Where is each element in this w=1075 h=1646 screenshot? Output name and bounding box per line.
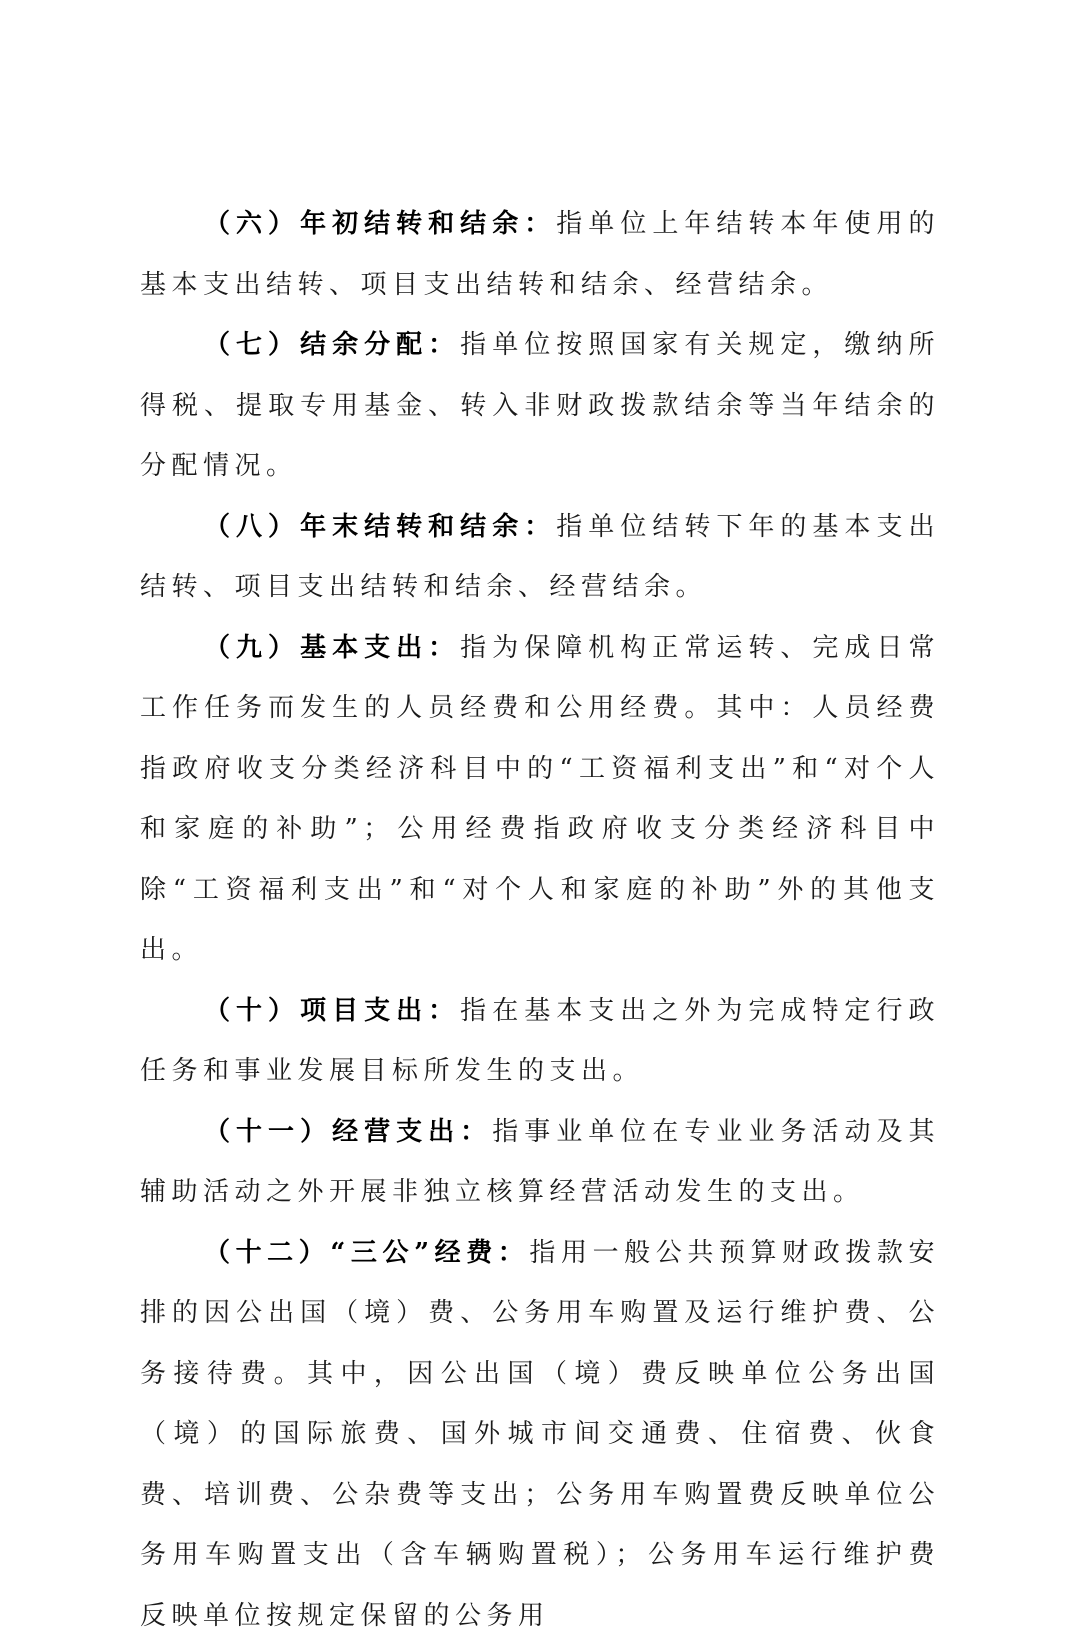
term-heading: （九）基本支出：	[204, 633, 460, 663]
paragraph-8	[140, 497, 940, 618]
term-heading: （六）年初结转和结余：	[204, 209, 556, 239]
term-definition: 指用一般公共预算财政拨款安排的因公出国（境）费、公务用车购置及运行维护费、公务接待费。其中，因公出国（境）费反映单位公务出国（境）的国际旅费、国外城市间交通费、住宿费、伙食费、培训费、公杂费等支出；公务用车购置费反映单位公务用车购置支出（含车辆购置税）；公务用车运行维护费反映单位按规定保留的公务用	[140, 1238, 940, 1631]
term-heading: （十二）“三公”经费：	[204, 1238, 529, 1268]
paragraph-12	[140, 1223, 940, 1646]
paragraph-11	[140, 1102, 940, 1223]
document-body	[140, 194, 940, 1646]
term-heading: （七）结余分配：	[204, 330, 460, 360]
term-heading: （十）项目支出：	[204, 996, 460, 1026]
term-definition: 指为保障机构正常运转、完成日常工作任务而发生的人员经费和公用经费。其中：人员经费指政府收支分类经济科目中的“工资福利支出”和“对个人和家庭的补助”；公用经费指政府收支分类经济科目中除“工资福利支出”和“对个人和家庭的补助”外的其他支出。	[140, 633, 940, 966]
paragraph-10	[140, 981, 940, 1102]
paragraph-9	[140, 618, 940, 981]
term-heading: （八）年末结转和结余：	[204, 512, 556, 542]
term-definition: 指事业单位在专业业务活动及其辅助活动之外开展非独立核算经营活动发生的支出。	[140, 1117, 940, 1208]
term-definition: 指单位上年结转本年使用的基本支出结转、项目支出结转和结余、经营结余。	[140, 209, 940, 300]
term-definition: 指单位按照国家有关规定，缴纳所得税、提取专用基金、转入非财政拨款结余等当年结余的分配情况。	[140, 330, 940, 481]
paragraph-6	[140, 194, 940, 315]
term-definition: 指单位结转下年的基本支出结转、项目支出结转和结余、经营结余。	[140, 512, 940, 603]
term-definition: 指在基本支出之外为完成特定行政任务和事业发展目标所发生的支出。	[140, 996, 940, 1087]
term-heading: （十一）经营支出：	[204, 1117, 492, 1147]
paragraph-7	[140, 315, 940, 497]
